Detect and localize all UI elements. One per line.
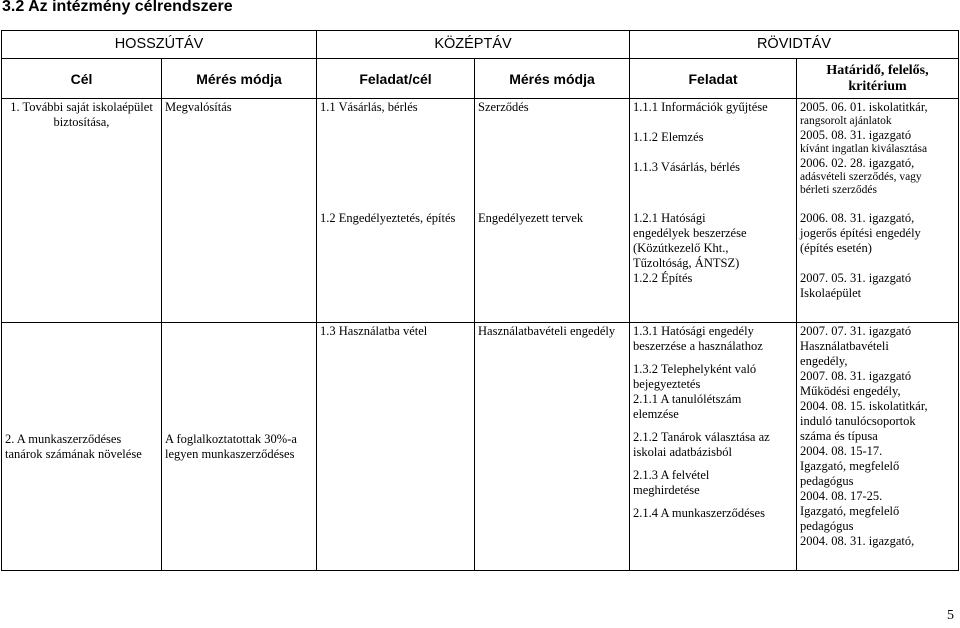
subtask-line: 2.1.3 A felvétel <box>633 468 710 482</box>
subtask-line: meghirdetése <box>633 483 700 497</box>
subtask-line: 2.1.1 A tanulólétszám <box>633 392 742 406</box>
deadline-line: száma és típusa <box>800 429 878 443</box>
subtask-line: (Közútkezelő Kht., <box>633 240 729 255</box>
subtask-line: 1.2.2 Építés <box>633 270 693 285</box>
task-1-2: 1.2 Engedélyeztetés, építés <box>317 210 475 323</box>
col-header-task: Feladat <box>630 59 797 99</box>
deadline-line: 2004. 08. 31. igazgató, <box>800 534 915 548</box>
deadline-line: 2006. 02. 28. igazgató, <box>800 156 915 170</box>
deadlines-2 <box>797 323 959 571</box>
measure-1-2: Engedélyezett tervek <box>475 210 630 323</box>
col-header-measure: Mérés módja <box>162 59 317 99</box>
subtask-line: Tűzoltóság, ÁNTSZ) <box>633 255 740 270</box>
goal-cell-2 <box>2 323 162 571</box>
deadline-line: induló tanulócsoportok <box>800 414 916 428</box>
deadline-line: 2007. 05. 31. igazgató <box>800 270 912 285</box>
group-header-short: RÖVIDTÁV <box>630 31 959 59</box>
group-header-mid: KÖZÉPTÁV <box>317 31 630 59</box>
deadline-line: Igazgató, megfelelő <box>800 459 900 473</box>
col-header-deadline: Határidő, felelős, kritérium <box>797 59 959 99</box>
deadline-line: pedagógus <box>800 519 854 533</box>
task-1-3: 1.3 Használatba vétel <box>317 323 475 571</box>
deadlines-1-2 <box>797 210 959 323</box>
subtasks-2 <box>630 323 797 571</box>
deadline-line: 2005. 08. 31. igazgató <box>800 128 912 142</box>
subtask-line: 1.1.1 Információk gyűjtése <box>633 100 768 114</box>
goal-system-table <box>1 30 959 571</box>
subtask-line: 1.1.2 Elemzés <box>633 130 704 144</box>
subtask-line: 2.1.4 A munkaszerződéses <box>633 506 765 520</box>
deadline-line: Iskolaépület <box>800 285 862 300</box>
deadline-line: adásvételi szerződés, vagy <box>800 171 922 183</box>
goal-1-text: 1. További saját iskolaépület biztosítása, <box>10 100 153 129</box>
subtask-line: 1.1.3 Vásárlás, bérlés <box>633 160 741 174</box>
deadline-line: kívánt ingatlan kiválasztása <box>800 143 928 155</box>
measure-cell-1 <box>162 99 317 323</box>
deadline-line: Használatbavételi <box>800 339 889 353</box>
subtask-line: 1.3.1 Hatósági engedély <box>633 324 754 338</box>
subtasks-1-2 <box>630 210 797 323</box>
subtask-line: 1.3.2 Telephelyként való <box>633 362 757 376</box>
deadline-line: jogerős építési engedély <box>800 225 921 240</box>
subtasks-1-1 <box>630 99 797 210</box>
measure-cell-2 <box>162 323 317 571</box>
page-number: 5 <box>947 608 954 623</box>
deadlines-1-1 <box>797 99 959 210</box>
measure-1-text: Megvalósítás <box>165 100 232 114</box>
deadline-line: bérleti szerződés <box>800 184 877 196</box>
deadline-line: (építés esetén) <box>800 240 872 255</box>
subtask-line: 1.2.1 Hatósági <box>633 210 706 225</box>
deadline-line: 2007. 08. 31. igazgató <box>800 369 912 383</box>
subtask-line: iskolai adatbázisból <box>633 445 732 459</box>
goal-cell-1 <box>2 99 162 323</box>
subtask-line: engedélyek beszerzése <box>633 225 747 240</box>
deadline-line: 2006. 08. 31. igazgató, <box>800 210 915 225</box>
measure-1-3: Használatbavételi engedély <box>475 323 630 571</box>
deadline-line: rangsorolt ajánlatok <box>800 115 892 127</box>
deadline-line: 2004. 08. 17-25. <box>800 489 883 503</box>
col-header-task-goal: Feladat/cél <box>317 59 475 99</box>
task-1-1: 1.1 Vásárlás, bérlés <box>317 99 475 210</box>
group-header-long: HOSSZÚTÁV <box>2 31 317 59</box>
measure-2-text: A foglalkoztatottak 30%-a legyen munkaszerződéses <box>165 431 297 461</box>
deadline-line: 2007. 07. 31. igazgató <box>800 324 912 338</box>
deadline-line: 2004. 08. 15-17. <box>800 444 883 458</box>
deadline-line: pedagógus <box>800 474 854 488</box>
deadline-line: 2005. 06. 01. iskolatitkár, <box>800 100 928 114</box>
col-header-goal: Cél <box>2 59 162 99</box>
deadline-line: engedély, <box>800 354 848 368</box>
subtask-line: elemzése <box>633 407 679 421</box>
section-heading: 3.2 Az intézmény célrendszere <box>2 0 233 15</box>
col-header-measure-2: Mérés módja <box>475 59 630 99</box>
subtask-line: beszerzése a használathoz <box>633 339 763 353</box>
subtask-line: 2.1.2 Tanárok választása az <box>633 430 770 444</box>
deadline-line: 2004. 08. 15. iskolatitkár, <box>800 399 928 413</box>
deadline-line: Működési engedély, <box>800 384 901 398</box>
subtask-line: bejegyeztetés <box>633 377 701 391</box>
deadline-line: Igazgató, megfelelő <box>800 504 900 518</box>
measure-1-1: Szerződés <box>475 99 630 210</box>
goal-2-text: 2. A munkaszerződéses tanárok számának növelése <box>5 431 142 461</box>
